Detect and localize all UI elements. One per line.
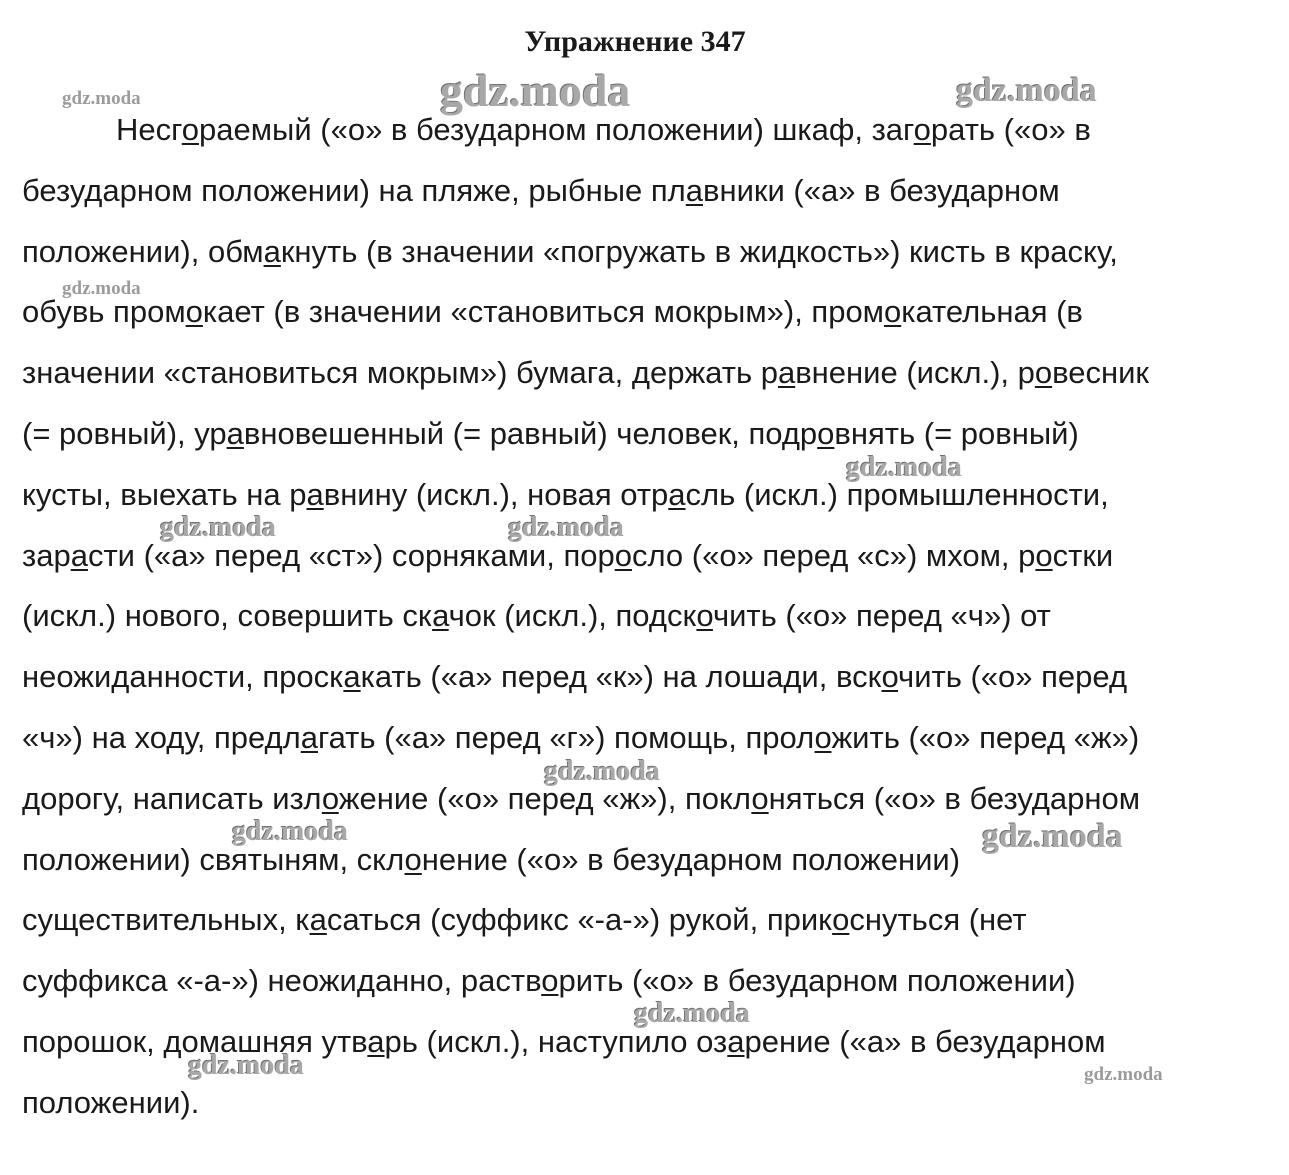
underlined-vowel: о — [1035, 537, 1053, 573]
text-line — [22, 100, 1222, 161]
underlined-vowel: о — [817, 415, 835, 451]
text-line — [22, 951, 1222, 1012]
watermark: gdz.moda — [62, 278, 141, 299]
text-line — [22, 708, 1222, 769]
watermark: gdz.moda — [62, 88, 141, 109]
watermark: gdz.moda — [232, 816, 348, 847]
text-segment: кательная (в — [901, 294, 1083, 330]
text-segment: гать («а» перед «г») помощь, прол — [317, 719, 815, 755]
watermark: gdz.moda — [440, 65, 631, 116]
underlined-vowel: а — [685, 172, 703, 208]
underlined-vowel: о — [321, 780, 339, 816]
text-segment: безударном положении) на пляже, рыбные пл — [22, 172, 686, 208]
text-segment: значении «становиться мокрым») бумага, держать р — [22, 355, 778, 391]
text-segment: снуться (нет — [849, 902, 1027, 938]
underlined-vowel: а — [300, 719, 318, 755]
text-segment: существительных, к — [22, 902, 310, 938]
text-segment: кусты, выехать на р — [22, 476, 307, 512]
text-line — [22, 830, 1222, 891]
underlined-vowel: а — [226, 415, 244, 451]
underlined-vowel: а — [367, 1023, 385, 1059]
watermark: gdz.moda — [634, 998, 750, 1029]
watermark: gdz.moda — [188, 1050, 304, 1081]
text-segment: чить («о» перед «ч») от — [712, 598, 1051, 634]
underlined-vowel: а — [263, 233, 281, 269]
text-line — [22, 586, 1222, 647]
text-segment: саться (суффикс «-а-») рукой, прик — [326, 902, 833, 938]
text-line — [22, 465, 1222, 526]
text-line — [22, 1073, 1222, 1134]
text-segment: порошок, домашняя утв — [22, 1023, 368, 1059]
text-segment: чить («о» перед — [898, 659, 1128, 695]
text-line — [22, 222, 1222, 283]
underlined-vowel: о — [881, 659, 899, 695]
text-segment: (искл.) нового, совершить ск — [22, 598, 433, 634]
underlined-vowel: о — [181, 112, 200, 147]
text-segment: Несг — [116, 112, 182, 147]
text-line — [22, 161, 1222, 222]
exercise-title: Упражнение 347 — [524, 25, 746, 58]
underlined-vowel: о — [185, 294, 203, 330]
underlined-vowel: о — [696, 598, 713, 634]
text-line — [22, 343, 1222, 404]
watermark: gdz.moda — [160, 512, 276, 543]
text-segment: зар — [22, 537, 71, 573]
text-segment: вники («а» в безударном — [703, 172, 1060, 208]
underlined-vowel: а — [668, 476, 686, 512]
text-segment: сло («о» перед «с») мхом, р — [631, 537, 1036, 573]
underlined-vowel: о — [1034, 355, 1053, 391]
underlined-vowel: а — [70, 537, 88, 573]
text-segment: жение («о» перед «ж»), покл — [338, 780, 752, 816]
underlined-vowel: о — [913, 112, 931, 147]
text-segment: положении), обм — [22, 233, 264, 269]
text-segment: «ч») на ходу, предл — [22, 719, 301, 755]
underlined-vowel: о — [541, 963, 559, 999]
underlined-vowel: о — [614, 537, 632, 573]
text-segment: жить («о» перед «ж») — [831, 719, 1140, 755]
text-segment: кает (в значении «становиться мокрым»), пром — [202, 294, 884, 330]
text-segment: рать («о» в — [930, 112, 1091, 147]
watermark: gdz.moda — [1084, 1064, 1163, 1085]
watermark: gdz.moda — [956, 72, 1097, 109]
text-segment: рь (искл.), наступило оз — [384, 1023, 728, 1059]
underlined-vowel: о — [814, 719, 832, 755]
text-line — [22, 890, 1222, 951]
watermark: gdz.moda — [544, 756, 660, 787]
text-segment: нение («о» в безударном положении) — [421, 841, 961, 877]
text-segment: суффикса «-а-») неожиданно, раств — [22, 963, 542, 999]
text-segment: (= ровный), ур — [22, 415, 227, 451]
underlined-vowel: а — [343, 659, 361, 695]
text-line — [22, 1012, 1222, 1073]
watermark: gdz.moda — [508, 512, 624, 543]
text-segment: положении). — [22, 1084, 200, 1120]
text-segment: положении) святыням, скл — [22, 841, 405, 877]
text-segment: кать («а» перед «к») на лошади, вск — [360, 659, 882, 695]
text-line — [22, 282, 1222, 343]
text-segment: обувь пром — [22, 294, 186, 330]
text-line — [22, 769, 1222, 830]
text-segment: няться («о» в безударном — [768, 780, 1141, 816]
text-line — [22, 404, 1222, 465]
underlined-vowel: о — [404, 841, 422, 877]
text-line — [22, 526, 1222, 587]
text-segment: чок (искл.), подск — [448, 598, 697, 634]
text-segment: дорогу, написать изл — [22, 780, 322, 816]
text-segment: внять (= ровный) — [834, 415, 1079, 451]
text-segment: сль (искл.) промышленности, — [685, 476, 1109, 512]
text-segment: вновешенный (= равный) человек, подр — [243, 415, 818, 451]
text-segment: стки — [1052, 537, 1114, 573]
underlined-vowel: а — [777, 355, 796, 391]
text-segment: весник — [1052, 355, 1149, 391]
text-segment: сти («а» перед «ст») сорняками, пор — [87, 537, 615, 573]
text-segment: раемый («о» в безударном положении) шкаф, заг — [199, 112, 914, 147]
text-segment: рить («о» в безударном положении) — [558, 963, 1076, 999]
watermark: gdz.moda — [846, 452, 962, 483]
text-segment: рение («а» в безударном — [744, 1023, 1106, 1059]
underlined-vowel: о — [832, 902, 850, 938]
text-segment: неожиданности, проск — [22, 659, 344, 695]
text-segment: внение (искл.), р — [795, 355, 1035, 391]
underlined-vowel: а — [727, 1023, 745, 1059]
underlined-vowel: а — [309, 902, 327, 938]
underlined-vowel: о — [884, 294, 902, 330]
underlined-vowel: а — [306, 476, 324, 512]
underlined-vowel: а — [432, 598, 449, 634]
exercise-answer-text — [22, 100, 1222, 1134]
text-segment: внину (искл.), новая отр — [323, 476, 669, 512]
underlined-vowel: о — [751, 780, 769, 816]
text-line — [22, 647, 1222, 708]
watermark: gdz.moda — [982, 818, 1123, 855]
text-segment: кнуть (в значении «погружать в жидкость») кисть в краску, — [280, 233, 1118, 269]
